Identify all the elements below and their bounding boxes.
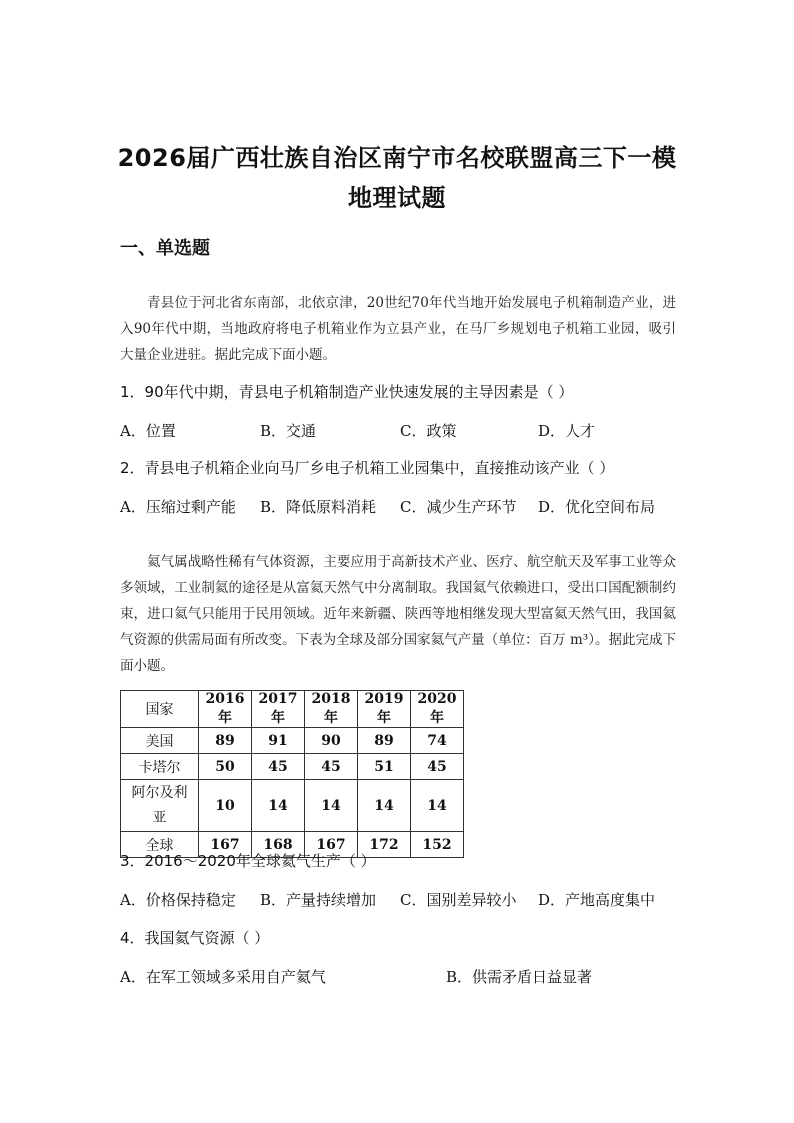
section-heading: 一、单选题 — [120, 238, 210, 259]
option-d[interactable] — [538, 496, 655, 518]
value-cell: 14 — [252, 780, 305, 832]
country-cell: 卡塔尔 — [121, 754, 199, 780]
table-header-cell: 2019年 — [358, 691, 411, 728]
question-2-stem: 2．青县电子机箱企业向马厂乡电子机箱工业园集中，直接推动该产业（ ） — [120, 459, 615, 477]
value-cell: 14 — [358, 780, 411, 832]
option-text: 产量持续增加 — [286, 891, 377, 909]
value-cell: 89 — [358, 728, 411, 754]
question-1-options — [120, 420, 720, 442]
reading-passage-2: 氦气属战略性稀有气体资源，主要应用于高新技术产业、医疗、航空航天及军事工业等众多领域，工业制氦的途径是从富氦天然气中分离制取。我国氦气依赖进口，受出口国配额制约束，进口氦气只能用于民用领域。近年来新疆、陕西等地相继发现大型富氦天然气田，我国氦气资源的供需局面有所改变。下表为全球及部分国家氦气产量（单位：百万 m³）。据此完成下面小题。 — [120, 554, 676, 674]
question-1-stem: 1．90年代中期，青县电子机箱制造产业快速发展的主导因素是（ ） — [120, 383, 574, 401]
option-b[interactable] — [260, 420, 316, 442]
option-b[interactable] — [260, 496, 376, 518]
option-d[interactable] — [538, 889, 655, 911]
option-text: 供需矛盾日益显著 — [472, 968, 593, 986]
question-3-options — [120, 889, 720, 911]
option-letter: B． — [260, 891, 287, 909]
option-c[interactable] — [400, 420, 457, 442]
option-text: 位置 — [145, 422, 176, 440]
option-a[interactable] — [120, 966, 326, 988]
value-cell: 45 — [252, 754, 305, 780]
value-cell: 152 — [411, 832, 464, 858]
option-letter: B． — [260, 498, 287, 516]
table-row — [121, 754, 464, 780]
option-a[interactable] — [120, 420, 176, 442]
option-letter: B． — [446, 968, 473, 986]
value-cell: 168 — [252, 832, 305, 858]
option-text: 政策 — [426, 422, 457, 440]
option-c[interactable] — [400, 496, 517, 518]
question-2-options — [120, 496, 720, 518]
value-cell: 167 — [199, 832, 252, 858]
country-cell: 阿尔及利亚 — [121, 780, 199, 832]
value-cell: 74 — [411, 728, 464, 754]
value-cell: 90 — [305, 728, 358, 754]
value-cell: 45 — [305, 754, 358, 780]
table-header-cell: 2017年 — [252, 691, 305, 728]
table-header-cell: 2018年 — [305, 691, 358, 728]
option-text: 交通 — [286, 422, 317, 440]
option-text: 产地高度集中 — [565, 891, 656, 909]
value-cell: 14 — [305, 780, 358, 832]
exam-title-line-2: 地理试题 — [348, 184, 446, 212]
table-header-row — [121, 691, 464, 728]
question-3-stem: 3．2016～2020年全球氦气生产（ ） — [120, 852, 376, 870]
option-a[interactable] — [120, 889, 236, 911]
option-letter: C． — [400, 891, 427, 909]
option-letter: D． — [538, 422, 566, 440]
table-row — [121, 728, 464, 754]
option-letter: D． — [538, 891, 566, 909]
option-b[interactable] — [260, 889, 376, 911]
option-d[interactable] — [538, 420, 595, 442]
option-letter: D． — [538, 498, 566, 516]
value-cell: 10 — [199, 780, 252, 832]
option-text: 压缩过剩产能 — [145, 498, 236, 516]
option-letter: A． — [120, 498, 146, 516]
option-text: 优化空间布局 — [565, 498, 656, 516]
value-cell: 45 — [411, 754, 464, 780]
value-cell: 50 — [199, 754, 252, 780]
question-4-stem: 4．我国氦气资源（ ） — [120, 929, 270, 947]
value-cell: 89 — [199, 728, 252, 754]
table-header-cell: 2016年 — [199, 691, 252, 728]
question-4-options — [120, 966, 720, 988]
table-header-cell: 2020年 — [411, 691, 464, 728]
value-cell: 14 — [411, 780, 464, 832]
table-row — [121, 780, 464, 832]
country-cell: 美国 — [121, 728, 199, 754]
table-header-cell: 国家 — [121, 691, 199, 728]
option-letter: A． — [120, 891, 146, 909]
helium-production-table — [120, 690, 464, 858]
option-text: 在军工领域多采用自产氦气 — [145, 968, 326, 986]
value-cell: 172 — [358, 832, 411, 858]
value-cell: 167 — [305, 832, 358, 858]
option-text: 人才 — [565, 422, 596, 440]
option-a[interactable] — [120, 496, 236, 518]
option-letter: A． — [120, 422, 146, 440]
reading-passage-1: 青县位于河北省东南部，北依京津，20世纪70年代当地开始发展电子机箱制造产业，进入90年代中期，当地政府将电子机箱业作为立县产业，在马厂乡规划电子机箱工业园，吸引大量企业进驻。据此完成下面小题。 — [120, 295, 676, 363]
option-letter: B． — [260, 422, 287, 440]
value-cell: 51 — [358, 754, 411, 780]
option-text: 国别差异较小 — [426, 891, 517, 909]
option-b[interactable] — [446, 966, 592, 988]
option-c[interactable] — [400, 889, 517, 911]
option-text: 减少生产环节 — [426, 498, 517, 516]
option-text: 降低原料消耗 — [286, 498, 377, 516]
exam-title-line-1: 2026届广西壮族自治区南宁市名校联盟高三下一模 — [117, 144, 677, 172]
option-letter: C． — [400, 422, 427, 440]
country-cell: 全球 — [121, 832, 199, 858]
option-text: 价格保持稳定 — [145, 891, 236, 909]
option-letter: C． — [400, 498, 427, 516]
value-cell: 91 — [252, 728, 305, 754]
option-letter: A． — [120, 968, 146, 986]
